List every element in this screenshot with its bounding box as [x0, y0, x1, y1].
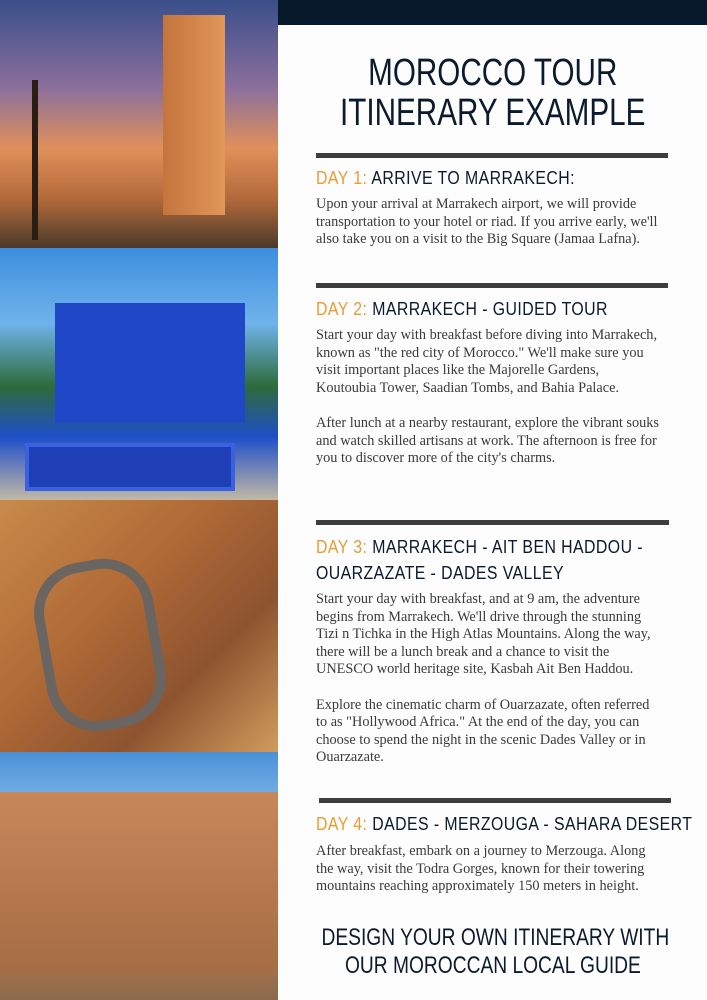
divider — [316, 283, 668, 288]
top-bar — [278, 0, 707, 25]
day-3-body: Start your day with breakfast, and at 9 am, the adventure begins from Marrakech. We'll drive through the stunning Tizi n Tichka in the High Atlas Mountains. Along the way, there will be a lunch break and a chance to visit the UNESCO world heritage site, Kasbah Ait Ben Haddou. Explore the cinematic charm of Ouarzazate, often referred to as "Hollywood Africa." At the end of the day, you can choose to spend the night in the scenic Dades Valley or in Ouarzazate. — [316, 591, 651, 766]
day-1-body: Upon your arrival at Marrakech airport, we will provide transportation to your hotel or riad. If you arrive early, we'll also take you on a visit to the Big Square (Jamaa Lafna). — [316, 196, 658, 248]
cta-line1: DESIGN YOUR OWN ITINERARY WITH — [321, 924, 670, 951]
day-2-body: Start your day with breakfast before diving into Marrakech, known as "the red city of Morocco." We'll make sure you visit important places like the Majorelle Gardens, Koutoubia Tower, Saadian Tombs, and Bahia Palace. After lunch at a nearby restaurant, explore the vibrant souks and watch skilled artisans at work. The afternoon is free for you to discover more of the city's charms. — [316, 327, 659, 467]
dades-gorge-road-photo — [0, 500, 278, 752]
photo-column — [0, 0, 278, 1000]
koutoubia-mosque-photo — [0, 0, 278, 248]
day-4-heading: DAY 4: DADES - MERZOUGA - SAHARA DESERT — [316, 814, 693, 834]
day-3-heading-line2: OUARZAZATE - DADES VALLEY — [316, 563, 565, 583]
page-title-line2: ITINERARY EXAMPLE — [339, 92, 646, 134]
page-title-line1: MOROCCO TOUR — [367, 52, 618, 94]
day-3-heading: DAY 3: MARRAKECH - AIT BEN HADDOU - — [316, 537, 644, 557]
divider — [316, 520, 669, 525]
divider — [316, 153, 668, 158]
cta-line2: OUR MOROCCAN LOCAL GUIDE — [344, 952, 641, 979]
day-1-heading: DAY 1: ARRIVE TO MARRAKECH: — [316, 168, 575, 188]
day-4-body: After breakfast, embark on a journey to Merzouga. Along the way, visit the Todra Gorges, known for their towering mountains reaching approximately 150 meters in height. — [316, 843, 646, 895]
majorelle-garden-photo — [0, 248, 278, 500]
day-2-heading: DAY 2: MARRAKECH - GUIDED TOUR — [316, 299, 608, 319]
divider — [319, 798, 671, 803]
kasbah-photo — [0, 752, 278, 1000]
